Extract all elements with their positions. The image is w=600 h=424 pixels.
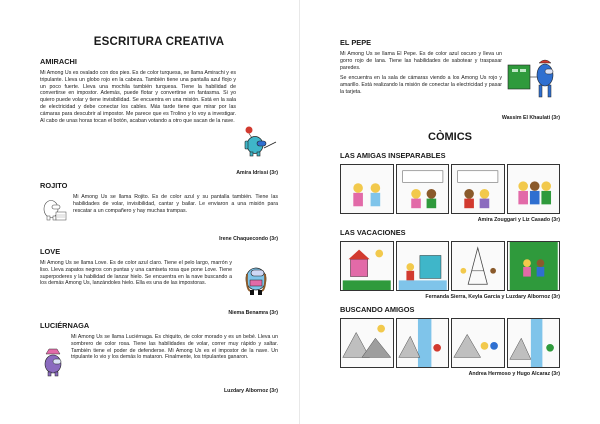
comic-heading: LAS VACACIONES	[340, 228, 406, 237]
story-author: Amira Idrissi (3r)	[236, 170, 278, 176]
story-text: Mi Among Us se llama Rojito. Es de color azul y su pantalla también. Tiene las habilidades de volar, invisibilidad, cantar y bailar. Le enviaron a una misión para rescatar a un compañero y hay muchas trampas.	[73, 194, 278, 214]
story-author: Irene Chaquecondo (3r)	[219, 236, 278, 242]
story-text: Mi Among Us se llama Luciérnaga. Es chiquito, de color morado y es un bebé. Lleva un sombrero de color rosa. Tiene las habilidades de volar, correr muy rápido y saltar. También tiene el poder de defenderse. Mi Among Us es el impostor de la nave. Un tripulante lo vio y los demás lo mataron. Finalmente, los tripulantes ganaron.	[71, 334, 278, 361]
comics-title: CÒMICS	[428, 131, 472, 143]
comic-panel	[451, 241, 505, 291]
story-text: Mi Among Us se llama Love. Es de color azul claro. Tiene el pelo largo, marrón y liso. Lleva zapatos negros con puntas y una camiseta rosa que pone Love. Tiene superpoderes y la habilidad de lanzar hielo. Se encuentra en la nave buscando a los demás Among Us, lanzándoles hielo. Ella es una de las impostoras.	[40, 260, 232, 287]
rojito-drawing	[40, 194, 68, 231]
comic-las-vacaciones	[340, 228, 560, 300]
story-amirachi	[40, 57, 278, 176]
comic-strip	[340, 318, 560, 368]
story-heading: EL PEPE	[340, 38, 372, 47]
comic-heading: BUSCANDO AMIGOS	[340, 305, 415, 314]
comic-panel	[451, 318, 505, 368]
comic-panel	[451, 164, 505, 214]
comic-strip	[340, 164, 560, 214]
comic-panel	[340, 318, 394, 368]
story-author: Niema Benamra (3r)	[228, 310, 278, 316]
story-author: Wassim El Khaulati (3r)	[501, 115, 560, 121]
comic-panel	[340, 241, 394, 291]
story-heading: ROJITO	[40, 181, 68, 190]
story-heading: LUCIÉRNAGA	[40, 321, 90, 330]
story-heading: AMIRACHI	[40, 57, 77, 66]
page-title: ESCRITURA CREATIVA	[93, 36, 225, 48]
story-heading: LOVE	[40, 247, 61, 256]
story-rojito	[40, 181, 278, 242]
story-text: Mi Among Us se llama El Pepe. Es de color azul oscuro y lleva un gorro rojo de lana. Tiene las habilidades de sabotear y traspasar paredes.	[340, 51, 502, 71]
comic-panel	[396, 164, 450, 214]
comic-strip	[340, 241, 560, 291]
comic-panel	[507, 318, 561, 368]
amirachi-drawing	[240, 126, 278, 165]
story-luciernaga	[40, 321, 278, 394]
comic-panel	[507, 241, 561, 291]
right-page	[300, 0, 600, 424]
comic-author: Amira Zouggari y Liz Casado (3r)	[477, 217, 560, 223]
story-love	[40, 247, 278, 316]
story-author: Luzdary Albornoz (3r)	[223, 388, 278, 394]
comic-author: Andrea Hermoso y Hugo Alcaraz (3r)	[468, 371, 560, 377]
comic-panel	[340, 164, 394, 214]
comic-buscando-amigos	[340, 305, 560, 377]
comic-panel	[396, 241, 450, 291]
love-drawing	[236, 260, 278, 305]
comic-amigas-inseparables	[340, 151, 560, 223]
comic-panel	[396, 318, 450, 368]
comic-heading: LAS AMIGAS INSEPARABLES	[340, 151, 446, 160]
luciernaga-drawing	[40, 346, 66, 383]
story-el-pepe	[340, 38, 560, 121]
story-text: Mi Among Us es ovalado con dos pies. Es de color turquesa, se llama Amirachi y es tripulante. Lleva un globo rojo en la cabeza. También tiene una pantalla azul flojo y un poco fuerte. Lleva una mochila también turquesa. Tiene la habilidad de convertirse en impostor. Además, puede flotar y convertirse en fantasma. Si yo quiero puede volar y tiene invisibilidad. Se encuentra en una misión. Está en la sala de electricidad y debe conectar los cables. Más tarde tiene que mirar por las cámaras para descubrir al impostor. Me parece que es Trolino y lo voy a investigar. Al cabo de unas horas tocan el botón, acaban votando a otro que sacan de la nave.	[40, 70, 236, 124]
comic-author: Fernanda Sierra, Keyla Garcia y Luzdary Albornoz (3r)	[425, 294, 560, 300]
pepe-drawing	[506, 57, 560, 110]
comic-panel	[507, 164, 561, 214]
story-text-2: Se encuentra en la sala de cámaras viendo a los Among Us rojo y amarillo. Está realizando la misión de conectar la electricidad y pasar la tarjeta.	[340, 75, 502, 95]
